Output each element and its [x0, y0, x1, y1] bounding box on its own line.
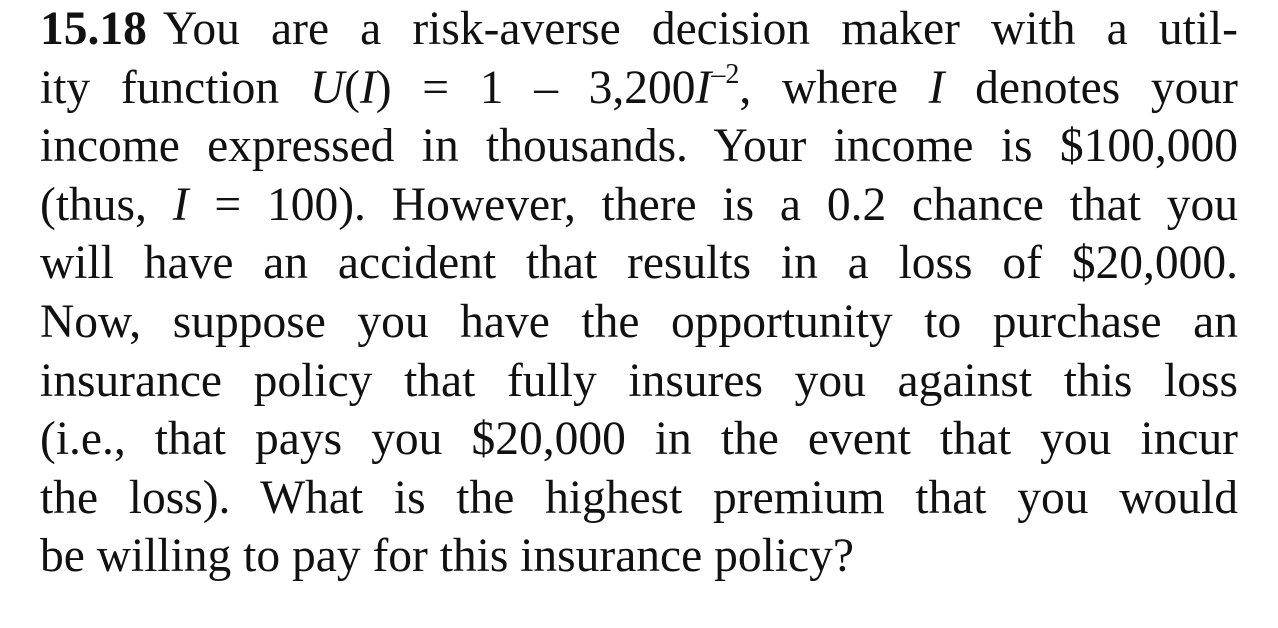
- problem-line-4: [40, 176, 1238, 235]
- income-variable: I: [359, 61, 376, 114]
- line-text: You are a risk-averse decision maker with a util-: [162, 3, 1238, 55]
- income-variable: I: [928, 61, 945, 114]
- problem-line-10: [40, 527, 1238, 586]
- paren-open: (: [344, 61, 360, 114]
- problem-line-6: [40, 293, 1238, 352]
- line-text: , where: [739, 61, 929, 114]
- problem-line-2: [40, 59, 1238, 118]
- line-text: (thus,: [40, 178, 173, 231]
- income-variable: I: [172, 178, 189, 231]
- income-variable: I: [695, 61, 712, 114]
- problem-line-9: [40, 469, 1238, 528]
- line-text: the loss). What is the highest premium that you would: [40, 471, 1238, 524]
- exponent: –2: [711, 58, 740, 90]
- line-text: insurance policy that fully insures you against this loss: [40, 354, 1238, 407]
- problem-number: 15.18: [40, 3, 147, 55]
- equation-text: ) = 1 – 3,200: [375, 61, 696, 114]
- problem-line-5: [40, 234, 1238, 293]
- line-text: ity function: [40, 61, 310, 114]
- problem-line-7: [40, 352, 1238, 411]
- line-text: be willing to pay for this insurance policy?: [40, 530, 854, 583]
- line-text: Now, suppose you have the opportunity to purchase an: [40, 295, 1238, 348]
- problem-line-8: [40, 410, 1238, 469]
- problem-statement: [40, 0, 1238, 586]
- problem-line-1: [40, 0, 1238, 59]
- line-text: denotes your: [944, 61, 1238, 114]
- utility-symbol: U: [309, 61, 345, 114]
- line-text: (i.e., that pays you $20,000 in the event that you incur: [40, 413, 1238, 466]
- line-text: will have an accident that results in a loss of $20,000.: [40, 237, 1238, 290]
- problem-line-3: [40, 117, 1238, 176]
- line-text: income expressed in thousands. Your income is $100,000: [40, 120, 1238, 173]
- line-text: = 100). However, there is a 0.2 chance that you: [188, 178, 1239, 231]
